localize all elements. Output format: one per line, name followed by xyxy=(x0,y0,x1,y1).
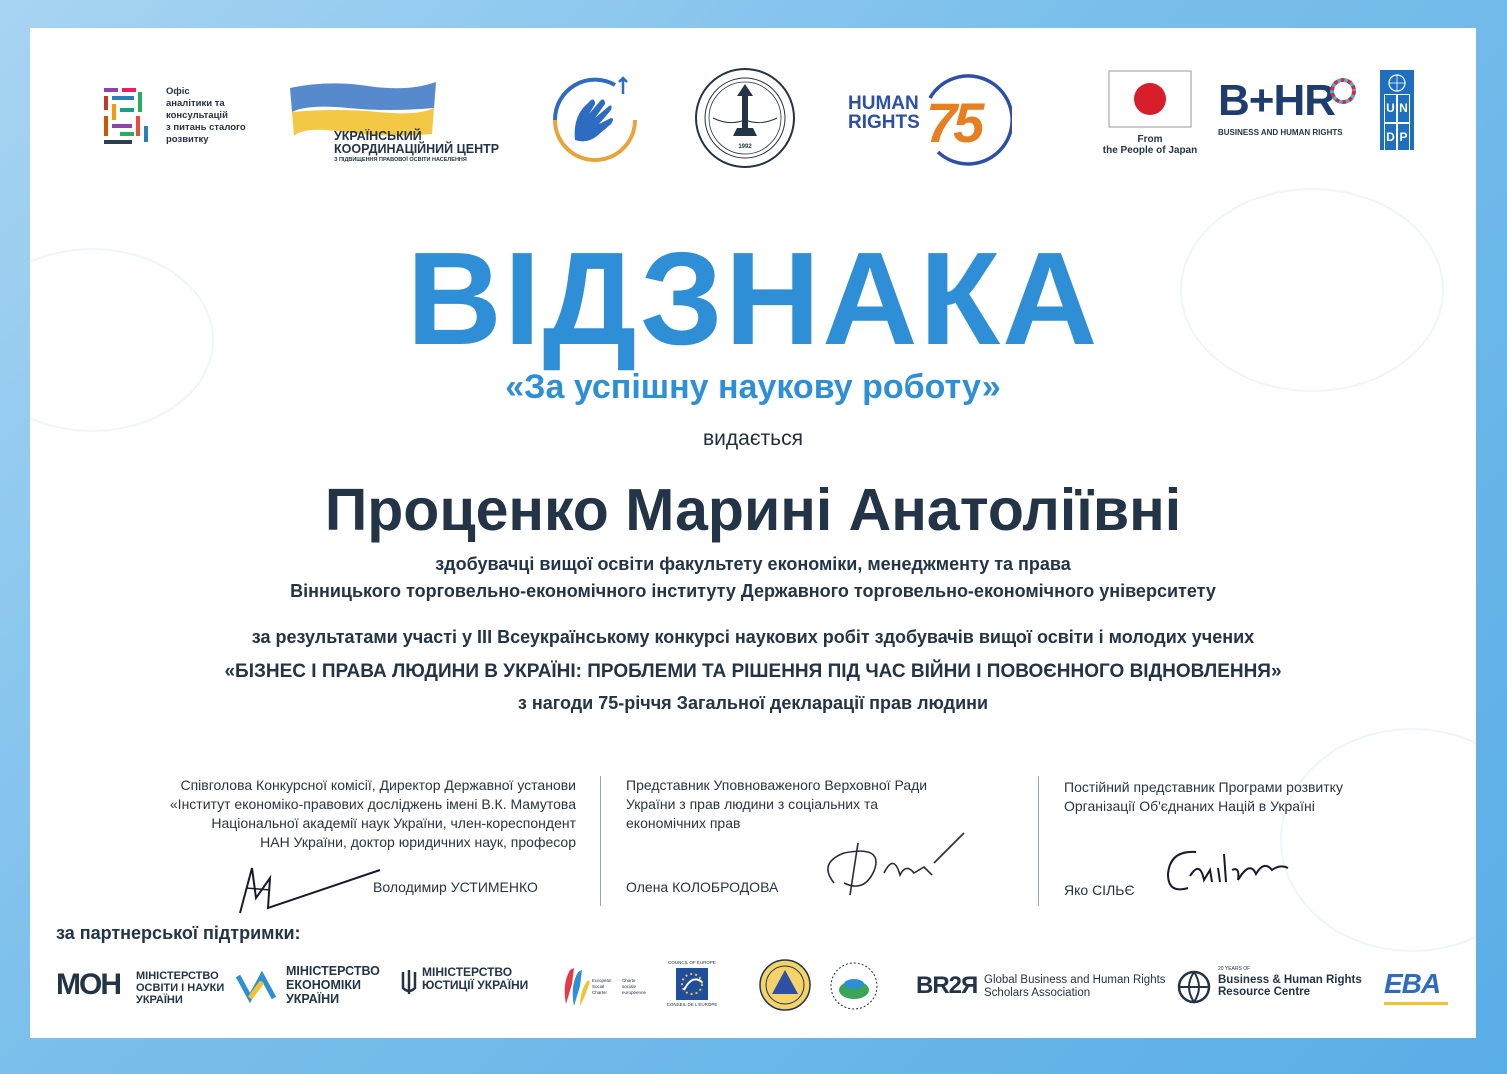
sdg-wheel-icon xyxy=(1330,78,1356,104)
japan-line2: the People of Japan xyxy=(1102,145,1198,156)
signatory-role-line: Організації Об'єднаних Націй в Україні xyxy=(1064,798,1315,814)
signatory-role-line: Представник Уповноваженого Верховної Ради xyxy=(626,777,928,793)
undp-letter: P xyxy=(1397,123,1410,152)
signature-kolobrodova-icon xyxy=(814,823,974,903)
globe-icon xyxy=(1176,968,1212,1006)
ukr-center-subtitle: З ПІДВИЩЕННЯ ПРАВОВОЇ ОСВІТИ НАСЕЛЕННЯ xyxy=(334,157,467,163)
justice-line: МІНІСТЕРСТВО xyxy=(422,965,513,979)
bhr-logo xyxy=(1218,76,1368,146)
signature-divider xyxy=(1038,776,1039,906)
bhrrc-small: 20 YEARS OF xyxy=(1218,966,1251,972)
office-sdg-logo xyxy=(102,86,246,151)
hand-emblem-icon xyxy=(545,70,645,170)
economy-ministry-logo xyxy=(236,964,396,1010)
seal-year: 1992 xyxy=(738,144,752,150)
office-mosaic-icon xyxy=(102,86,162,146)
recipient-institute: Вінницького торговельно-економічного інституту Державного торговельно-економічного університету xyxy=(290,581,1216,601)
signatory-name-1: Володимир УСТИМЕНКО xyxy=(373,879,538,895)
mon-line: МІНІСТЕРСТВО xyxy=(136,970,219,982)
esc-line: Social xyxy=(592,984,605,989)
bhr-caption: BUSINESS AND HUMAN RIGHTS xyxy=(1218,128,1343,137)
mon-mark: МОН xyxy=(56,968,120,1001)
signatory-role-line: Національної академії наук України, член-кореспондент xyxy=(211,815,576,831)
coe-top: COUNCIL OF EUROPE xyxy=(668,960,716,965)
justice-line: ЮСТИЦІЇ УКРАЇНИ xyxy=(422,978,529,992)
office-logo-line: консультацій xyxy=(166,110,228,121)
human-rights-75-logo xyxy=(848,70,1018,170)
office-logo-line: розвитку xyxy=(166,134,209,145)
bhrrc-line2: Resource Centre xyxy=(1218,986,1311,998)
competition-description: за результатами участі у ІІІ Всеукраїнському конкурсі наукових робіт здобувачів вищої освіти і молодих учених xyxy=(251,627,1255,647)
justice-ministry-logo xyxy=(400,966,550,1006)
bhr-mark: B+HR xyxy=(1218,76,1336,125)
economy-line: МІНІСТЕРСТВО xyxy=(286,964,380,978)
signatory-name-2: Олена КОЛОБРОДОВА xyxy=(626,879,779,895)
un-emblem-icon xyxy=(1385,73,1409,93)
signatory-role-line: економічних прав xyxy=(626,815,741,831)
background-decoration xyxy=(1280,728,1476,952)
bhrrc-logo xyxy=(1176,966,1376,1010)
signatory-name-3: Яко СІЛЬЄ xyxy=(1064,882,1135,898)
ukrainian-coordination-center-logo xyxy=(288,78,498,168)
recipient-faculty: здобувачці вищої освіти факультету економіки, менеджменту та права xyxy=(435,554,1071,574)
council-of-europe-logo xyxy=(660,960,724,1012)
partner-emblem-logo xyxy=(758,958,812,1017)
issued-to-label: видається xyxy=(703,427,803,450)
economy-check-icon xyxy=(236,968,280,1004)
certificate-subtitle: «За успішну наукову роботу» xyxy=(505,368,1001,406)
signature-silye-icon xyxy=(1160,840,1300,900)
recipient-name: Проценко Марині Анатоліївні xyxy=(324,477,1182,543)
signature-block-1 xyxy=(90,776,576,852)
human-rights-line2: RIGHTS xyxy=(848,112,920,133)
signatory-role-line: НАН України, доктор юридичних наук, професор xyxy=(260,834,576,850)
esc-line: sociale xyxy=(622,984,637,989)
mon-line: УКРАЇНИ xyxy=(136,994,183,1006)
eba-mark: EBA xyxy=(1384,968,1441,999)
certificate-sheet xyxy=(30,28,1476,1038)
ombudsman-logo xyxy=(545,70,645,175)
eba-logo xyxy=(1384,968,1454,1008)
european-social-charter-logo xyxy=(562,960,654,1012)
office-logo-line: аналітики та xyxy=(166,98,225,109)
br2ya-line1: Global Business and Human Rights xyxy=(984,974,1166,986)
esc-line: Charte xyxy=(622,978,636,983)
human-rights-75: 75 xyxy=(926,91,981,154)
ombudsman-seal-logo xyxy=(693,66,797,175)
undp-letter: D xyxy=(1384,123,1397,152)
office-logo-line: Офіс xyxy=(166,86,190,97)
partners-label: за партнерської підтримки: xyxy=(56,923,301,943)
green-circle-icon xyxy=(826,960,882,1012)
esc-line: European xyxy=(592,978,612,983)
signatory-role-line: Співголова Конкурсної комісії, Директор Державної установи xyxy=(180,777,576,793)
hands-icon xyxy=(562,964,590,1008)
signatory-role-line: «Інститут економіко-правових досліджень імені В.К. Мамутова xyxy=(169,796,576,812)
ukr-center-title-line2: КООРДИНАЦІЙНИЙ ЦЕНТР xyxy=(334,142,500,156)
ukr-center-title-line1: УКРАЇНСЬКИЙ xyxy=(334,129,422,143)
undp-letter: N xyxy=(1397,94,1410,123)
triangle-emblem-icon xyxy=(758,958,812,1012)
trident-icon xyxy=(400,968,418,996)
mon-logo xyxy=(56,966,236,1010)
undp-logo xyxy=(1380,70,1414,150)
esc-line: Charter xyxy=(592,990,608,995)
occasion-line: з нагоди 75-річчя Загальної декларації прав людини xyxy=(517,693,989,713)
signature-block-3 xyxy=(1064,778,1444,816)
seal-icon xyxy=(693,66,797,170)
coe-stars-icon xyxy=(676,968,708,1000)
undp-letter: U xyxy=(1384,94,1397,123)
japan-flag-icon xyxy=(1108,70,1192,128)
br2ya-mark: BR2Я xyxy=(916,972,978,999)
br2ya-line2: Scholars Association xyxy=(984,987,1091,999)
signature-ustymenko-icon xyxy=(230,858,390,918)
japan-logo xyxy=(1100,70,1210,165)
signatory-role-line: Постійний представник Програми розвитку xyxy=(1064,779,1343,795)
office-logo-line: з питань сталого xyxy=(166,122,246,133)
partner-round-logo xyxy=(826,960,882,1017)
certificate-title: ВІДЗНАКА xyxy=(406,225,1100,372)
signature-divider xyxy=(600,776,601,906)
economy-line: ЕКОНОМІКИ xyxy=(286,978,361,992)
japan-line1: From xyxy=(1137,134,1163,145)
competition-title: «БІЗНЕС І ПРАВА ЛЮДИНИ В УКРАЇНІ: ПРОБЛЕМИ ТА РІШЕННЯ ПІД ЧАС ВІЙНИ І ПОВОЄННОГО ВІДНОВЛЕННЯ» xyxy=(224,661,1282,682)
coe-bottom: CONSEIL DE L'EUROPE xyxy=(666,1002,718,1007)
eba-underline xyxy=(1384,1002,1448,1005)
signatory-role-line: України з прав людини з соціальних та xyxy=(626,796,878,812)
human-rights-line1: HUMAN xyxy=(848,93,919,114)
bhrrc-line1: Business & Human Rights xyxy=(1218,974,1362,986)
br2ya-logo xyxy=(916,972,1176,1012)
economy-line: УКРАЇНИ xyxy=(286,992,340,1006)
esc-line: européenne xyxy=(622,990,647,995)
mon-line: ОСВІТИ І НАУКИ xyxy=(136,982,225,994)
